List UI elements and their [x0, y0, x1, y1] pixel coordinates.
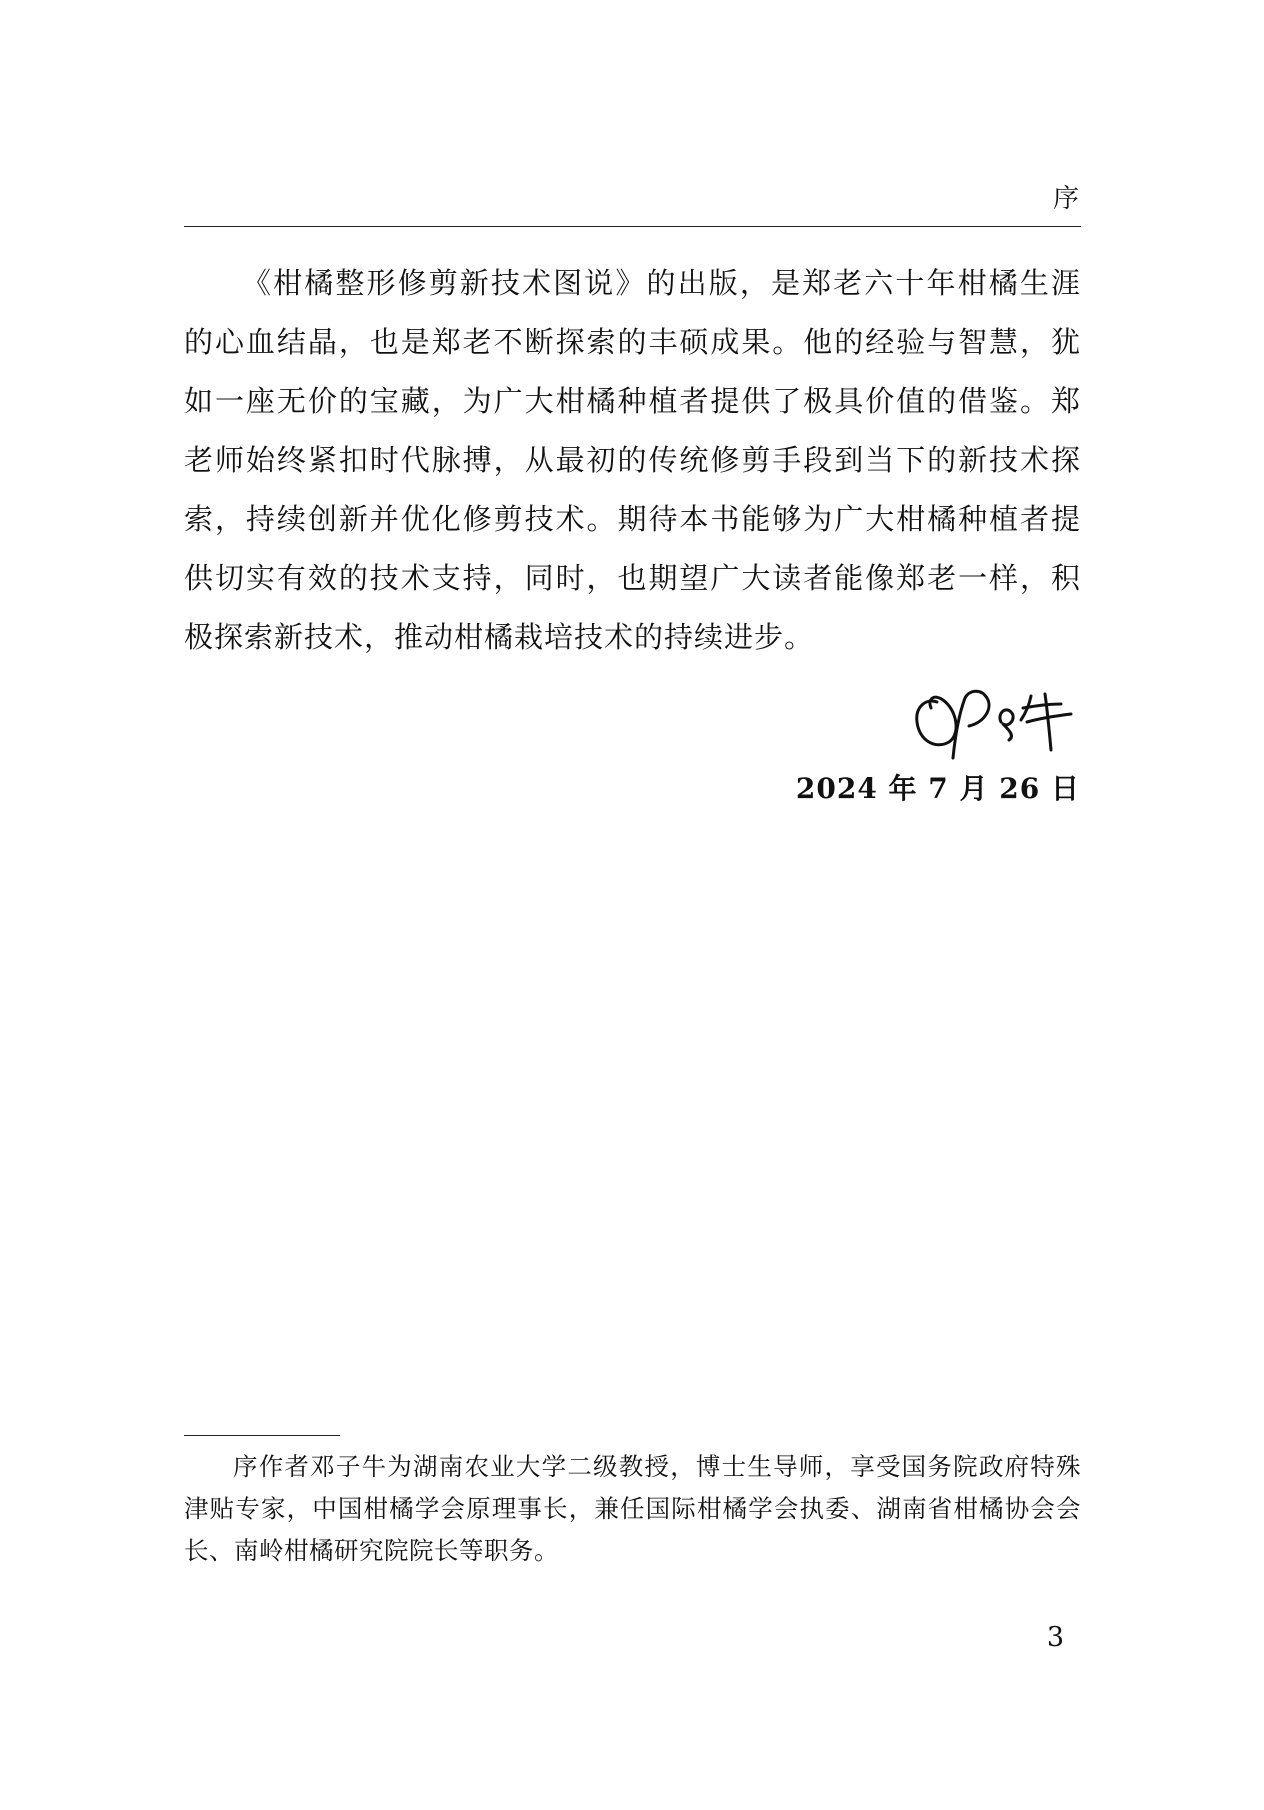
- page-number: 3: [1046, 1622, 1064, 1653]
- footnote-divider: [184, 1435, 340, 1436]
- signature-stroke-2: [953, 691, 989, 758]
- handwritten-signature: [905, 678, 1080, 760]
- signature-stroke-1: [917, 697, 956, 745]
- signature-stroke-3: [1000, 710, 1013, 740]
- body-paragraph: 《柑橘整形修剪新技术图说》的出版，是郑老六十年柑橘生涯的心血结晶，也是郑老不断探索的丰硕成果。他的经验与智慧，犹如一座无价的宝藏，为广大柑橘种植者提供了极具价值的借鉴。郑老师始终紧扣时代脉搏，从最初的传统修剪手段到当下的新技术探索，持续创新并优化修剪技术。期待本书能够为广大柑橘种植者提供切实有效的技术支持，同时，也期望广大读者能像郑老一样，积极探索新技术，推动柑橘栽培技术的持续进步。: [184, 266, 1081, 654]
- signature-date: 2024 年 7 月 26 日: [795, 772, 1080, 805]
- running-header: [184, 176, 1081, 227]
- footnote: 序作者邓子牛为湖南农业大学二级教授，博士生导师，享受国务院政府特殊津贴专家，中国柑橘学会原理事长，兼任国际柑橘学会执委、湖南省柑橘协会会长、南岭柑橘研究院院长等职务。: [184, 1452, 1081, 1565]
- section-title: 序: [1052, 184, 1079, 214]
- signature-stroke-6: [1045, 694, 1051, 750]
